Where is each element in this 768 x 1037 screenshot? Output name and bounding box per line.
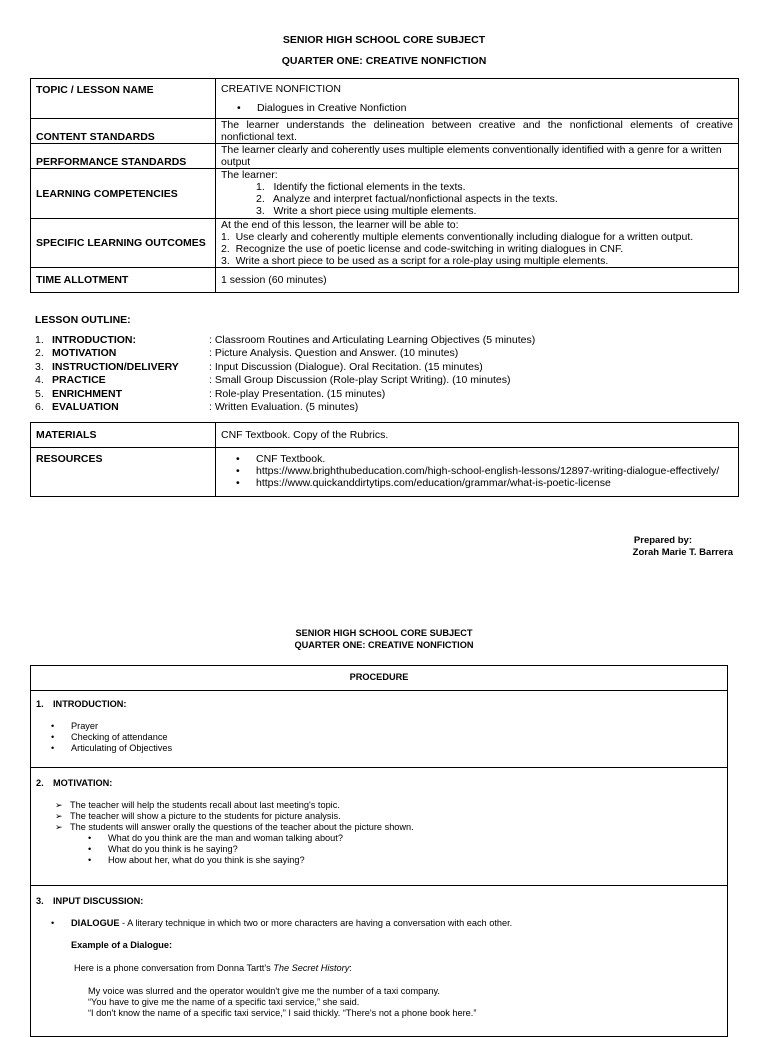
section-num: 1. [36,699,44,709]
outline-name: INTRODUCTION: [52,334,136,346]
outline-num: 6. [35,401,44,414]
intro-list [31,710,727,754]
topic-bullet-text: Dialogues in Creative Nonfiction [257,102,407,114]
content-standards-value: The learner understands the delineation between creative and the nonfictional elements of creative nonfictional text. [216,119,739,144]
dialogue-line: “You have to give me the name of a specific taxi service,” she said. [88,997,360,1007]
topic-label: TOPIC / LESSON NAME [31,79,216,119]
resource-item [236,453,733,465]
introduction-heading [31,690,727,710]
outcome-item: 3. Write a short piece to be used as a script for a role-play using multiple elements. [221,255,609,267]
topic-bullet-item [221,102,733,114]
performance-standards-label: PERFORMANCE STANDARDS [31,144,216,169]
time-allotment-value: 1 session (60 minutes) [216,268,739,293]
intro-item [51,743,727,754]
intro-item [51,721,727,732]
outline-num: 3. [35,360,44,373]
outcomes-intro: At the end of this lesson, the learner will be able to: [221,219,459,231]
outline-num: 4. [35,374,44,387]
materials-table [30,422,739,497]
materials-value: CNF Textbook. Copy of the Rubrics. [216,423,739,448]
competencies-intro: The learner: [221,169,278,181]
dialogue-line: “I don't know the name of a specific taxi service,” I said thickly. “There's not a phone book here.” [88,1008,477,1018]
page2-subtitle: QUARTER ONE: CREATIVE NONFICTION [294,640,474,650]
input-heading [31,886,727,907]
resource-url[interactable]: https://www.brighthubeducation.com/high-school-english-lessons/12897-writing-dialogue-effectively/ [256,465,720,477]
page-title: SENIOR HIGH SCHOOL CORE SUBJECT [282,34,486,46]
competency-item: 2. Analyze and interpret factual/nonfictional aspects in the texts. [256,193,558,205]
lesson-outline-list [35,334,735,414]
input-discussion-section [30,886,728,1037]
outline-num: 2. [35,347,44,360]
materials-label: MATERIALS [31,423,216,448]
outline-item [35,401,735,414]
outline-num: 5. [35,387,44,400]
motivation-heading [31,768,727,789]
outline-item [35,388,735,401]
outline-desc: : Picture Analysis. Question and Answer. (10 minutes) [209,347,459,360]
example-book-title: The Secret History [273,963,350,973]
lesson-info-table [30,78,739,293]
outcome-item: 2. Recognize the use of poetic license and code-switching in writing dialogues in CNF. [221,243,624,255]
section-num: 3. [36,896,44,906]
outline-name: MOTIVATION [52,347,117,360]
resources-cell [216,448,739,497]
outline-name: INSTRUCTION/DELIVERY [52,360,179,373]
learning-competencies-cell [216,169,739,219]
performance-standards-value: The learner clearly and coherently uses multiple elements conventionally identified with a genre for a written output [216,144,739,169]
intro-item-text: Articulating of Objectives [71,743,173,753]
dialogue-term: DIALOGUE [71,918,120,928]
outline-name: ENRICHMENT [52,387,122,400]
outcome-item: 1. Use clearly and coherently multiple elements conventionally including dialogue for a written output. [221,231,694,243]
outline-num: 1. [35,334,44,346]
specific-outcomes-label: SPECIFIC LEARNING OUTCOMES [31,219,216,268]
introduction-section [30,690,728,768]
dialogue-def: - A literary technique in which two or more characters are having a conversation with each other. [119,918,513,928]
page-subtitle: QUARTER ONE: CREATIVE NONFICTION [281,55,487,67]
outline-item [35,334,735,347]
resource-url[interactable]: https://www.quickanddirtytips.com/education/grammar/what-is-poetic-license [256,477,611,489]
dialogue-line: My voice was slurred and the operator wouldn't give me the number of a taxi company. [88,986,440,996]
resource-text: CNF Textbook. [256,453,326,465]
resource-link[interactable] [236,465,733,477]
outline-desc: : Role-play Presentation. (15 minutes) [209,387,386,400]
content-standards-label: CONTENT STANDARDS [31,119,216,144]
example-colon: : [349,963,352,973]
outline-item [35,374,735,387]
section-heading: MOTIVATION: [53,778,113,788]
competency-item: 1. Identify the fictional elements in the texts. [256,181,466,193]
question-item [55,833,727,844]
motivation-item-text: The teacher will show a picture to the students for picture analysis. [70,811,341,821]
outline-name: EVALUATION [52,401,119,414]
specific-outcomes-cell [216,219,739,268]
topic-cell [216,79,739,119]
example-dialogue [31,974,727,1019]
section-num: 2. [36,778,44,788]
example-intro [31,951,727,974]
resources-label: RESOURCES [31,448,216,497]
preparer-name: Zorah Marie T. Barrera [632,547,733,558]
motivation-item-text: The students will answer orally the questions of the teacher about the picture shown. [70,822,414,832]
question-item [55,855,727,866]
motivation-item-text: The teacher will help the students recall about last meeting's topic. [70,800,340,810]
outline-desc: : Input Discussion (Dialogue). Oral Recitation. (15 minutes) [209,360,483,373]
intro-item [51,732,727,743]
motivation-list [31,789,727,866]
learning-competencies-label: LEARNING COMPETENCIES [31,169,216,219]
competency-item: 3. Write a short piece using multiple elements. [256,205,477,217]
page2-title: SENIOR HIGH SCHOOL CORE SUBJECT [295,628,473,638]
question-text: What do you think is he saying? [108,844,238,854]
question-text: How about her, what do you think is she saying? [108,855,305,865]
question-text: What do you think are the man and woman talking about? [108,833,343,843]
example-heading: Example of a Dialogue: [71,940,173,950]
motivation-item [55,800,727,811]
intro-item-text: Checking of attendance [71,732,168,742]
topic-value: CREATIVE NONFICTION [221,83,341,95]
outline-desc: : Small Group Discussion (Role-play Script Writing). (10 minutes) [209,374,511,387]
intro-item-text: Prayer [71,721,99,731]
time-allotment-label: TIME ALLOTMENT [31,268,216,293]
outline-item [35,361,735,374]
outline-desc: : Classroom Routines and Articulating Learning Objectives (5 minutes) [209,334,536,346]
example-intro-text: Here is a phone conversation from Donna Tartt's [74,963,274,973]
dialogue-definition [31,907,727,929]
outline-desc: : Written Evaluation. (5 minutes) [209,401,359,414]
motivation-item [55,811,727,822]
lesson-outline-title: LESSON OUTLINE: [35,314,131,326]
motivation-section [30,768,728,886]
procedure-header: PROCEDURE [30,665,728,691]
section-heading: INPUT DISCUSSION: [53,896,144,906]
question-item [55,844,727,855]
motivation-item [55,822,727,833]
section-heading: INTRODUCTION: [53,699,127,709]
resource-link[interactable] [236,477,733,489]
prepared-by-label: Prepared by: [633,535,692,546]
outline-item [35,347,735,360]
outline-name: PRACTICE [52,374,106,387]
